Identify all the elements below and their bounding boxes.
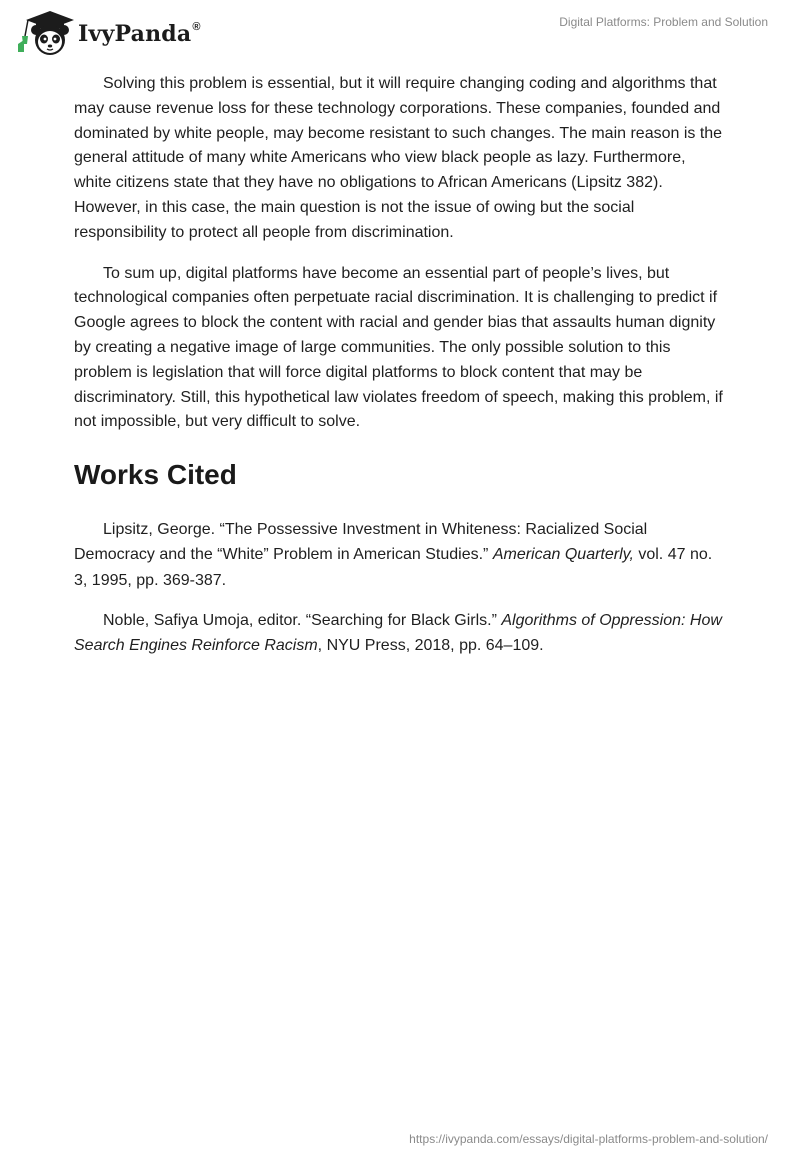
citation-source-title: American Quarterly, [492,546,634,564]
works-cited-heading: Works Cited [74,459,237,491]
registered-mark: ® [192,20,201,33]
citation-entry: Lipsitz, George. “The Possessive Investment in Whiteness: Racialized Social Democracy and the “White” Problem in American Studies.” American Quarterly, vol. 47 no. 3, 1995, pp. 369-387. [74,521,713,589]
ivypanda-logo[interactable] [14,8,201,58]
page-header [0,0,800,64]
body-paragraph: Solving this problem is essential, but it will require changing coding and algorithms that may cause revenue loss for these technology corporations. These companies, founded and dominated by white people, may become resistant to such changes. The main reason is the general attitude of many white Americans who view black people as lazy. Furthermore, white citizens state that they have no obligations to African Americans (Lipsitz 382). However, in this case, the main question is not the issue of owing but the social responsibility to protect all people from discrimination. [74,75,723,241]
essay-content [74,72,724,673]
panda-graduate-icon [14,8,76,58]
citation-entry: Noble, Safiya Umoja, editor. “Searching for Black Girls.” Algorithms of Oppression: How Search Engines Reinforce Racism, NYU Press, 2018, pp. 64–109. [74,611,722,654]
running-title: Digital Platforms: Problem and Solution [559,15,768,29]
body-paragraph: To sum up, digital platforms have become an essential part of people’s lives, but technological companies often perpetuate racial discrimination. It is challenging to predict if Google agrees to block the content with racial and gender bias that assaults human dignity by creating a negative image of large communities. The only possible solution to this problem is legislation that will force digital platforms to block content that may be discriminatory. Still, this hypothetical law violates freedom of speech, making this problem, if not impossible, but very difficult to solve. [74,264,723,431]
footer-source-url[interactable]: https://ivypanda.com/essays/digital-platforms-problem-and-solution/ [409,1132,768,1146]
logo-wordmark: IvyPanda® [78,20,201,47]
citation-source-title: Algorithms of Oppression: How Search Engines Reinforce Racism [74,611,722,654]
